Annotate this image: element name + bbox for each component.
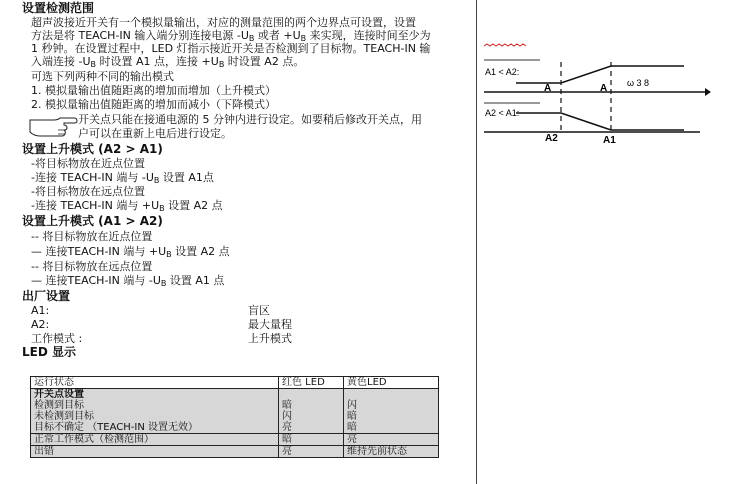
fall-output-line [516, 113, 684, 130]
row-normal-state: 正常工作模式（检测范围） [31, 434, 279, 446]
note-line-1: 开关点只能在接通电源的 5 分钟内进行设定。如要稍后修改开关点，用 [78, 113, 422, 126]
fall-step-4: — 连接TEACH-IN 端与 $-U_B$ 设置 A1 点 [31, 274, 225, 288]
factory-value-mode: 上升模式 [248, 332, 292, 345]
intro-line-1: 超声波接近开关有一个模拟量输出，对应的测量范围的两个边界点可设置，设置 [31, 16, 416, 29]
fall-mode-title: 设置上升模式 (A1 > A2) [22, 214, 163, 228]
group-row-yellow-2: 暗 [347, 411, 357, 422]
factory-title: 出厂设置 [22, 289, 71, 303]
axis-arrow-icon [705, 88, 711, 96]
options-intro: 可选下列两种不同的输出模式 [31, 70, 174, 83]
note-line-2: 户可以在重新上电后进行设定。 [78, 127, 232, 140]
group-row-label-3: 目标不确定 （TEACH-IN 设置无效） [34, 422, 198, 433]
group-row-yellow-3: 暗 [347, 422, 357, 433]
fall-step-3: -- 将目标物放在远点位置 [31, 260, 153, 273]
group-row-red-3: 亮 [282, 422, 292, 433]
group-row-yellow-1: 闪 [347, 400, 357, 411]
factory-value-a1: 盲区 [248, 304, 270, 317]
option-fall: 2. 模拟量输出值随距离的增加而减小（下降模式） [31, 98, 276, 111]
group-row-label-1: 检测到目标 [34, 400, 84, 411]
option-rise: 1. 模拟量输出值随距离的增加而增加（上升模式） [31, 84, 276, 97]
row-error-red: 亮 [279, 446, 344, 458]
fall-step-1: -- 将目标物放在近点位置 [31, 230, 153, 243]
group-title: 开关点设置 [34, 389, 84, 400]
rise-step-4: -连接 TEACH-IN 端与 $+U_B$ 设置 A2 点 [31, 199, 223, 213]
label-a1: A1 [603, 135, 616, 146]
header-state: 运行状态 [31, 377, 279, 389]
group-row-red-1: 暗 [282, 400, 292, 411]
rise-step-1: -将目标物放在近点位置 [31, 157, 145, 170]
label-a2: A2 [545, 133, 558, 144]
label-a-left: A [544, 83, 552, 94]
axis-label: ω 3 8 [627, 78, 650, 88]
rise-step-2: -连接 TEACH-IN 端与 $-U_B$ 设置 A1点 [31, 171, 214, 185]
label-a-right: A [600, 83, 608, 94]
row-error-state: 出错 [31, 446, 279, 458]
factory-key-a1: A1: [31, 304, 50, 317]
header-red-led: 红色 LED [279, 377, 344, 389]
intro-line-3: 1 秒钟。在设置过程中，LED 灯指示接近开关是否检测到了目标物。TEACH-IN 输 [31, 42, 431, 55]
row-error-yellow: 维持先前状态 [344, 446, 439, 458]
group-row-red-2: 闪 [282, 411, 292, 422]
factory-key-a2: A2: [31, 318, 50, 331]
row-normal-yellow: 亮 [344, 434, 439, 446]
header-yellow-led: 黄色LED [344, 377, 439, 389]
label-rise: A1 < A2: [485, 67, 520, 77]
group-row-label-2: 未检测到目标 [34, 411, 94, 422]
factory-key-mode: 工作模式 : [31, 332, 83, 345]
led-title: LED 显示 [22, 345, 76, 359]
factory-value-a2: 最大量程 [248, 318, 292, 331]
wave-mark [484, 44, 526, 46]
rise-mode-title: 设置上升模式 (A2 > A1) [22, 142, 163, 156]
label-fall: A2 < A1: [485, 108, 520, 118]
rise-output-line [516, 66, 684, 83]
rise-step-3: -将目标物放在远点位置 [31, 185, 145, 198]
fall-step-2: — 连接TEACH-IN 端与 $+U_B$ 设置 A2 点 [31, 245, 230, 259]
section-title-range: 设置检测范围 [22, 1, 95, 15]
intro-line-4: 入端连接 $-U_B$ 时设置 A1 点，连接 $+U_B$ 时设置 A2 点。 [31, 55, 305, 69]
row-normal-red: 暗 [279, 434, 344, 446]
intro-line-2: 方法是将 TEACH-IN 输入端分别连接电源 $-U_B$ 或者 $+U_B$ 来实现，连接时间至少为 [31, 29, 431, 43]
